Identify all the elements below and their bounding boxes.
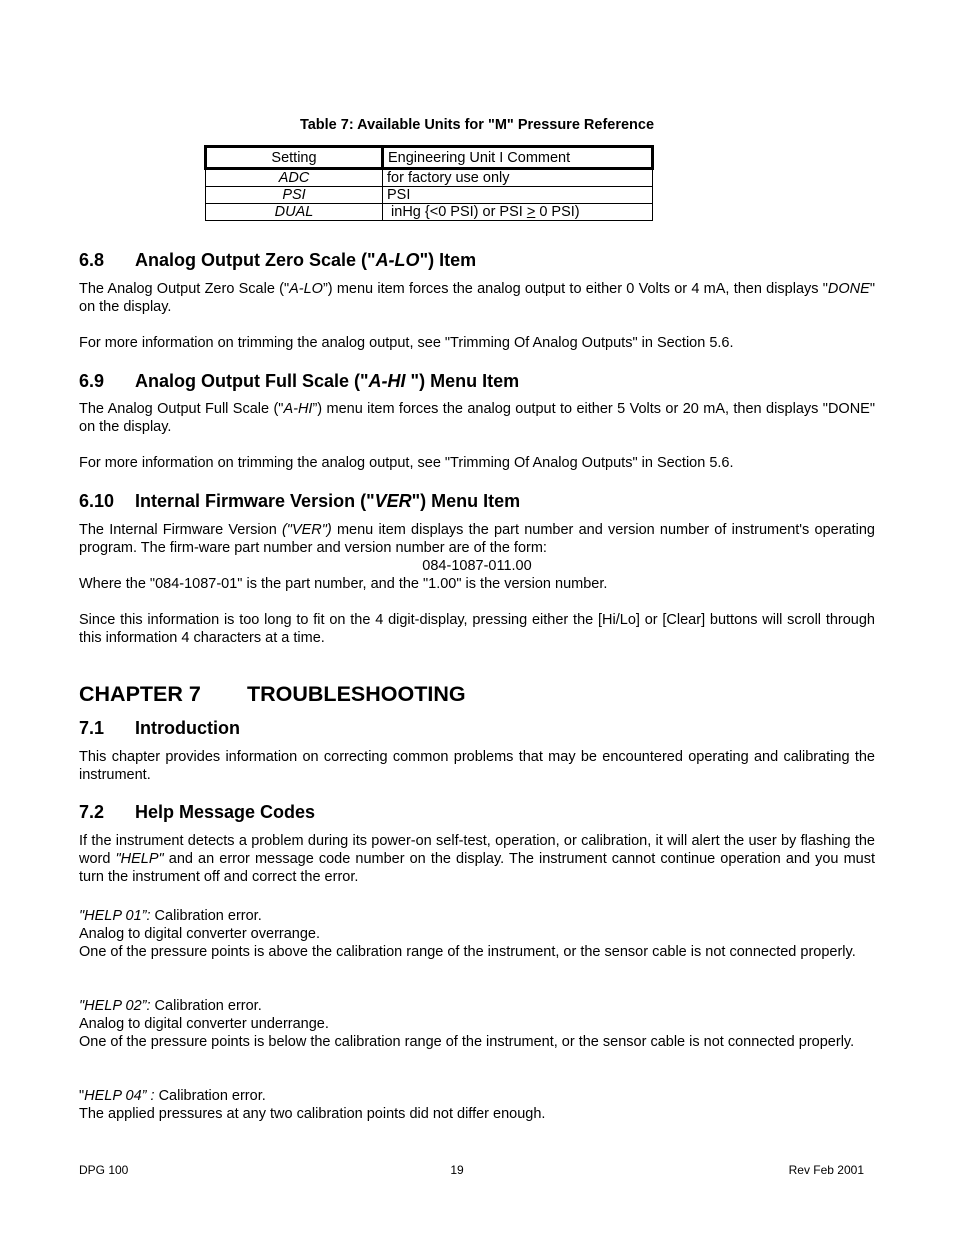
cell-setting: PSI [206, 187, 383, 204]
text: Calibration error. [154, 1088, 266, 1104]
footer-left: DPG 100 [79, 1163, 129, 1177]
text: The applied pressures at any two calibration points did not differ enough. [79, 1106, 546, 1122]
text: Calibration error. [150, 908, 262, 924]
heading-em: A-LO [375, 250, 420, 270]
text-em: A-HI [283, 401, 313, 417]
text: " on the display. [79, 281, 875, 315]
section-heading-7-2 [79, 802, 315, 823]
help-code: "HELP 02”: [79, 998, 151, 1014]
text: The Internal Firmware Version [79, 522, 282, 538]
section-number: 7.1 [79, 718, 105, 738]
paragraph [79, 832, 875, 886]
table-row [206, 187, 653, 204]
heading-text: ") Menu Item [411, 491, 521, 511]
text: ”) menu item forces the analog output to either 5 Volts or 20 mA, then displays "DONE" on the display. [79, 401, 875, 435]
header-setting: Setting [206, 147, 383, 169]
cell-unit [383, 204, 653, 221]
heading-text: Introduction [135, 718, 240, 738]
paragraph [79, 521, 875, 593]
help-04-block [79, 1087, 875, 1123]
cell-unit: PSI [383, 187, 653, 204]
cell-unit: for factory use only [383, 169, 653, 187]
text-em: A-LO [289, 281, 323, 297]
unit-text-pre: inHg {<0 PSI) or PSI [387, 204, 527, 220]
table-caption: Table 7: Available Units for "M" Pressure Reference [299, 117, 655, 133]
chapter-title: TROUBLESHOOTING [247, 682, 466, 706]
table-row [206, 169, 653, 187]
cell-setting: ADC [206, 169, 383, 187]
text: and an error message code number on the display. The instrument cannot continue operation and you must turn the instrument off and correct the error. [79, 851, 875, 885]
heading-text: ") Menu Item [410, 371, 520, 391]
text-em: DONE [827, 281, 870, 297]
section-heading-6-9 [79, 371, 519, 392]
heading-text: Analog Output Full Scale (" [135, 371, 369, 391]
paragraph: Since this information is too long to fit on the 4 digit-display, pressing either the [Hi/Lo] or [Clear] buttons will scroll through this information 4 characters at a time. [79, 612, 875, 646]
heading-text: Help Message Codes [135, 802, 316, 822]
help-02-block [79, 997, 875, 1051]
text-em: "HELP" [115, 851, 164, 867]
text: The Analog Output Full Scale (" [79, 401, 284, 417]
unit-symbol: > [526, 204, 536, 220]
paragraph [79, 400, 875, 436]
heading-em: A-HI [368, 371, 411, 391]
heading-text: Analog Output Zero Scale (" [135, 250, 376, 270]
section-heading-7-1 [79, 718, 240, 739]
section-number: 7.2 [79, 802, 105, 822]
text: Calibration error. [150, 998, 262, 1014]
text: menu item displays the part number and version number of instrument's operating program. The firm-ware part number and version number are of the form: [79, 522, 875, 556]
header-unit: Engineering Unit I Comment [383, 147, 653, 169]
cell-setting: DUAL [206, 204, 383, 221]
section-heading-6-10 [79, 491, 520, 512]
paragraph: For more information on trimming the analog output, see "Trimming Of Analog Outputs" in Section 5.6. [79, 335, 734, 351]
paragraph [79, 280, 875, 316]
unit-text-post: 0 PSI) [535, 204, 580, 220]
footer-right: Rev Feb 2001 [788, 1163, 864, 1177]
section-number: 6.8 [79, 250, 105, 270]
units-table [204, 145, 654, 221]
help-01-block [79, 907, 875, 961]
text: The Analog Output Zero Scale (" [79, 281, 290, 297]
text: If the instrument detects a problem during its power-on self-test, operation, or calibration, it will alert the user by flashing the word [79, 833, 875, 867]
text: " [79, 1088, 85, 1104]
section-number: 6.10 [79, 491, 115, 511]
text: Where the "084-1087-01" is the part number, and the "1.00" is the version number. [79, 576, 608, 592]
paragraph: For more information on trimming the analog output, see "Trimming Of Analog Outputs" in Section 5.6. [79, 455, 734, 471]
heading-em: VER [374, 491, 412, 511]
heading-text: Internal Firmware Version (" [135, 491, 375, 511]
text-em: ("VER") [281, 522, 332, 538]
help-code: "HELP 01”: [79, 908, 151, 924]
text: Analog to digital converter underrange. [79, 1016, 329, 1032]
text: ”) menu item forces the analog output to either 0 Volts or 4 mA, then displays " [322, 281, 828, 297]
table-row [206, 204, 653, 221]
version-format: 084-1087-011.00 [422, 558, 532, 574]
chapter-heading [79, 682, 466, 707]
page-number: 19 [450, 1163, 464, 1177]
table-header-row [206, 147, 653, 169]
text: One of the pressure points is below the calibration range of the instrument, or the sensor cable is not connected properly. [79, 1034, 855, 1050]
section-number: 6.9 [79, 371, 105, 391]
help-code: HELP 04” : [84, 1088, 155, 1104]
paragraph: This chapter provides information on correcting common problems that may be encountered operating and calibrating the instrument. [79, 749, 875, 783]
text: One of the pressure points is above the calibration range of the instrument, or the sensor cable is not connected properly. [79, 944, 856, 960]
heading-text: ") Item [419, 250, 477, 270]
section-heading-6-8 [79, 250, 476, 271]
text: Analog to digital converter overrange. [79, 926, 321, 942]
chapter-number: CHAPTER 7 [79, 682, 201, 706]
